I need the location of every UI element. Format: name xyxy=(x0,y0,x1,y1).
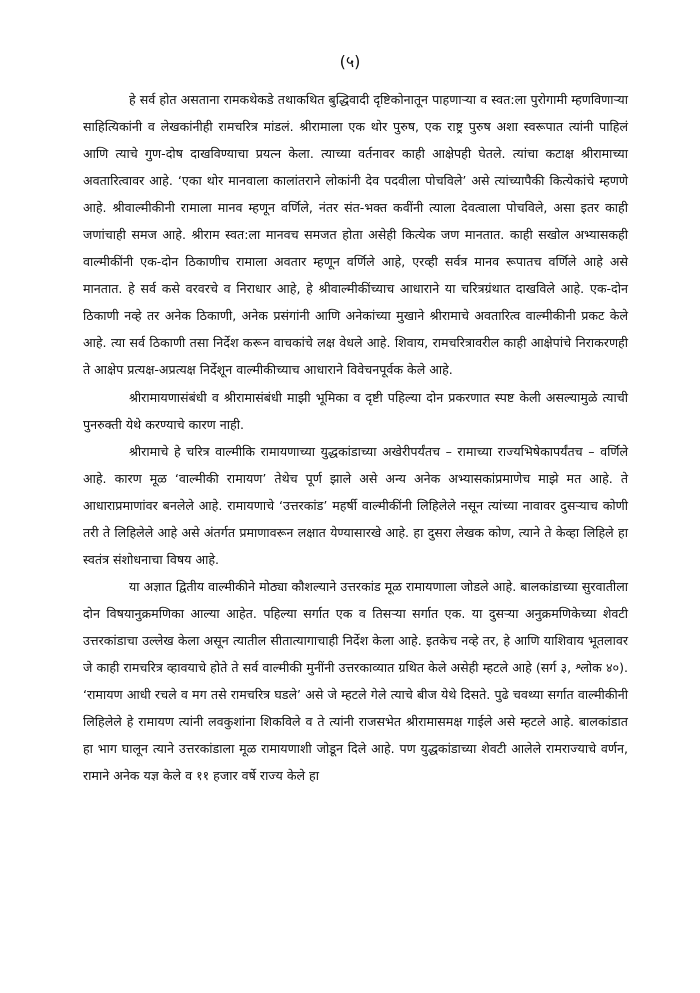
paragraph-2: श्रीरामायणासंबंधी व श्रीरामासंबंधी माझी भूमिका व दृष्टी पहिल्या दोन प्रकरणात स्पष्ट केली असल्यामुळे त्याची पुनरुक्ती येथे करण्याचे कारण नाही. xyxy=(83,389,628,432)
paragraph-3: श्रीरामाचे हे चरित्र वाल्मीकि रामायणाच्या युद्धकांडाच्या अखेरीपर्यंतच – रामाच्या राज्यभिषेकापर्यंतच – वर्णिले आहे. कारण मूळ ‘वाल्मीकी रामायण’ तेथेच पूर्ण झाले असे अन्य अनेक अभ्यासकांप्रमाणेच माझे मत आहे. ते आधाराप्रमाणांवर बनलेले आहे. रामायणाचे ‘उत्तरकांड’ महर्षी वाल्मीकींनी लिहिलेले नसून त्यांच्या नावावर दुसऱ्याच कोणी तरी ते लिहिलेले आहे असे अंतर्गत प्रमाणावरून लक्षात येण्यासारखे आहे. हा दुसरा लेखक कोण, त्याने ते केव्हा लिहिले हा स्वतंत्र संशोधनाचा विषय आहे. xyxy=(83,443,628,567)
page-number: (५) xyxy=(339,52,361,71)
paragraph-4: या अज्ञात द्वितीय वाल्मीकीने मोठ्या कौशल्याने उत्तरकांड मूळ रामायणाला जोडले आहे. बालकांडाच्या सुरवातीला दोन विषयानुक्रमणिका आल्या आहेत. पहिल्या सर्गात एक व तिसऱ्या सर्गात एक. या दुसऱ्या अनुक्रमणिकेच्या शेवटी उत्तरकांडाचा उल्लेख केला असून त्यातील सीतात्यागाचाही निर्देश केला आहे. इतकेच नव्हे तर, हे आणि याशिवाय भूतलावर जे काही रामचरित्र व्हावयाचे होते ते सर्व वाल्मीकी मुनींनी उत्तरकाव्यात ग्रथित केले असेही म्हटले आहे (सर्ग ३, श्लोक ४०). ‘रामायण आधी रचले व मग तसे रामचरित्र घडले’ असे जे म्हटले गेले त्याचे बीज येथे दिसते. पुढे चवथ्या सर्गात वाल्मीकीनी लिहिलेले हे रामायण त्यांनी लवकुशांना शिकविले व ते त्यांनी राजसभेत श्रीरामासमक्ष गाईले असे म्हटले आहे. बालकांडात हा भाग घालून त्याने उत्तरकांडाला मूळ रामायणाशी जोडून दिले आहे. पण युद्धकांडाच्या शेवटी आलेले रामराज्याचे वर्णन, रामाने अनेक यज्ञ केले व ११ हजार वर्षे राज्य केले हा xyxy=(83,578,628,784)
body-text xyxy=(83,86,628,789)
paragraph-1: हे सर्व होत असताना रामकथेकडे तथाकथित बुद्धिवादी दृष्टिकोनातून पाहणाऱ्या व स्वत:ला पुरोगामी म्हणविणाऱ्या साहित्यिकांनी व लेखकांनीही रामचरित्र मांडलं. श्रीरामाला एक थोर पुरुष, एक राष्ट्र पुरुष अशा स्वरूपात त्यांनी पाहिलं आणि त्याचे गुण-दोष दाखविण्याचा प्रयत्न केला. त्याच्या वर्तनावर काही आक्षेपही घेतले. त्यांचा कटाक्ष श्रीरामाच्या अवतारित्वावर आहे. ‘एका थोर मानवाला कालांतराने लोकांनी देव पदवीला पोचविले’ असे त्यांच्यापैकी कित्येकांचे म्हणणे आहे. श्रीवाल्मीकीनी रामाला मानव म्हणून वर्णिले, नंतर संत-भक्त कवींनी त्याला देवत्वाला पोचविले, असा इतर काही जणांचाही समज आहे. श्रीराम स्वत:ला मानवच समजत होता असेही कित्येक जण मानतात. काही सखोल अभ्यासकही वाल्मीकींनी एक-दोन ठिकाणीच रामाला अवतार म्हणून वर्णिले आहे, एरव्ही सर्वत्र मानव रूपातच वर्णिले आहे असे मानतात. हे सर्व कसे वरवरचे व निराधार आहे, हे श्रीवाल्मीकींच्याच आधाराने या चरित्रग्रंथात दाखविले आहे. एक-दोन ठिकाणी नव्हे तर अनेक ठिकाणी, अनेक प्रसंगांनी आणि अनेकांच्या मुखाने श्रीरामाचे अवतारित्व वाल्मीकीनी प्रकट केले आहे. त्या सर्व ठिकाणी तसा निर्देश करून वाचकांचे लक्ष वेधले आहे. शिवाय, रामचरित्रावरील काही आक्षेपांचे निराकरणही ते आक्षेप प्रत्यक्ष-अप्रत्यक्ष निर्देशून वाल्मीकीच्याच आधाराने विवेचनपूर्वक केले आहे. xyxy=(83,92,628,378)
